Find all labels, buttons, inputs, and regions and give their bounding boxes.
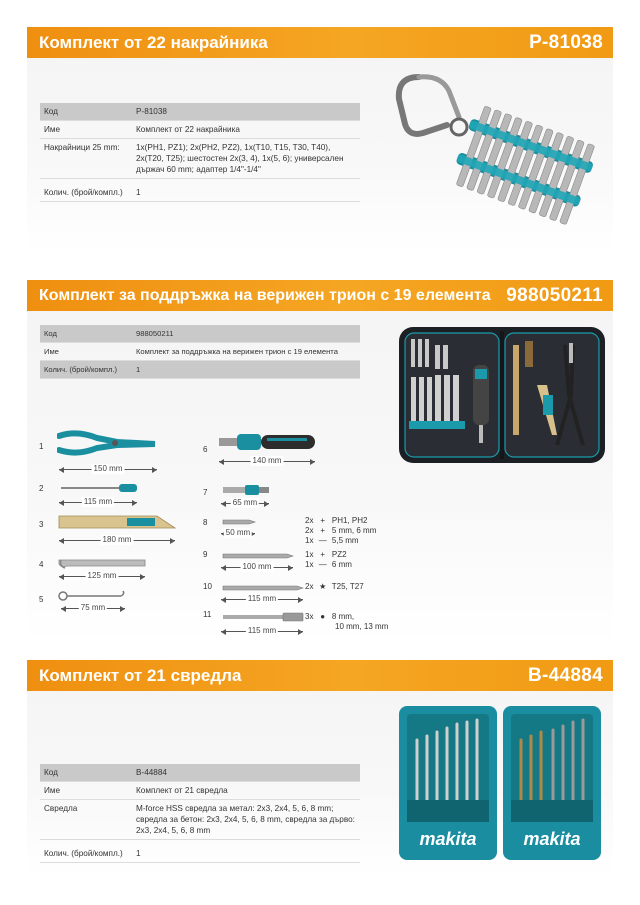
tip-list	[305, 550, 352, 570]
part-number: 3	[39, 520, 44, 529]
spec-key: Накрайници 25 mm:	[40, 139, 132, 179]
tip-item: 10 mm, 13 mm	[335, 622, 389, 631]
spec-row	[40, 764, 360, 782]
spec-value: Комплект от 21 свредла	[132, 782, 360, 800]
section-title: Комплект от 21 свредла	[39, 665, 242, 685]
part-number: 8	[203, 518, 208, 527]
hook-tool-icon	[57, 590, 127, 602]
spec-value: Комплект от 22 накрайника	[132, 121, 360, 139]
dimension-label: 115 mm	[83, 497, 113, 506]
dimension-line	[221, 498, 269, 508]
spec-row	[40, 361, 360, 379]
tip-item: 3x ● 8 mm,	[305, 612, 355, 621]
nut-driver-bit-icon	[221, 612, 305, 622]
section-chainsaw-kit	[27, 280, 613, 645]
spec-value: 1x(PH1, PZ1); 2x(PH2, PZ2), 1x(T10, T15, T30, T40), 2x(T20, T25); шестостен 2x(3, 4), 1x(5, 6); универсален държач 60 mm; адаптер 1/4"-1/4"	[132, 139, 360, 179]
section-drill-set	[27, 660, 613, 875]
section-title: Комплект от 22 накрайника	[39, 32, 268, 52]
spec-key: Име	[40, 121, 132, 139]
spec-key: Код	[40, 764, 132, 782]
spec-row	[40, 139, 360, 179]
spec-value: 1	[132, 840, 360, 863]
dimension-line	[59, 464, 157, 474]
spec-table	[40, 103, 360, 202]
spec-key: Свредла	[40, 800, 132, 840]
spec-value: 1	[132, 179, 360, 202]
spec-row	[40, 179, 360, 202]
spec-row	[40, 343, 360, 361]
part-number: 9	[203, 550, 208, 559]
spec-value: P-81038	[132, 103, 360, 121]
spec-key: Колич. (брой/компл.)	[40, 840, 132, 863]
section-header	[27, 27, 613, 58]
part-number: 10	[203, 582, 212, 591]
brand-logo: makita	[419, 829, 477, 849]
section-bit-set	[27, 27, 613, 252]
tip-item: 2x + PH1, PH2	[305, 516, 368, 525]
tip-item: 1x + PZ2	[305, 550, 347, 559]
dimension-label: 150 mm	[93, 464, 123, 473]
tip-list	[305, 582, 364, 592]
part-number: 7	[203, 488, 208, 497]
spec-key: Име	[40, 782, 132, 800]
tip-list	[305, 516, 376, 546]
spec-key: Код	[40, 103, 132, 121]
spec-row	[40, 782, 360, 800]
dimension-label: 125 mm	[87, 571, 117, 580]
part-number: 6	[203, 445, 208, 454]
dimension-line	[59, 571, 145, 581]
drill-case-photo	[395, 700, 605, 865]
spec-key: Код	[40, 325, 132, 343]
section-code: B-44884	[528, 664, 603, 686]
spec-key: Колич. (брой/компл.)	[40, 361, 132, 379]
part-number: 5	[39, 595, 44, 604]
part-number: 2	[39, 484, 44, 493]
spec-key: Колич. (брой/компл.)	[40, 179, 132, 202]
dimension-label: 140 mm	[252, 456, 282, 465]
screwdriver-bit-icon	[221, 518, 257, 526]
dimension-line	[221, 528, 255, 538]
dimension-line	[59, 497, 137, 507]
long-bit-icon	[221, 552, 295, 560]
torx-bit-icon	[221, 584, 305, 592]
round-file-icon	[59, 482, 139, 494]
dimension-label: 75 mm	[80, 603, 106, 612]
spec-table	[40, 764, 360, 863]
tip-list	[305, 612, 388, 632]
dimension-label: 65 mm	[232, 498, 258, 507]
spec-key: Име	[40, 343, 132, 361]
section-header	[27, 280, 613, 311]
spec-table	[40, 325, 360, 379]
spec-value: 988050211	[132, 325, 360, 343]
section-header	[27, 660, 613, 691]
dimension-label: 115 mm	[247, 594, 277, 603]
dimension-label: 115 mm	[247, 626, 277, 635]
spec-row	[40, 325, 360, 343]
bit-holder-icon	[221, 484, 271, 496]
dimension-line	[221, 626, 303, 636]
screwdriver-handle-icon	[217, 430, 317, 454]
tip-item: 1x — 6 mm	[305, 560, 352, 569]
dimension-line	[59, 535, 175, 545]
spec-row	[40, 840, 360, 863]
tip-item: 1x — 5,5 mm	[305, 536, 359, 545]
bit-set-photo	[389, 69, 599, 239]
pliers-icon	[57, 428, 157, 458]
tool-case-photo	[397, 325, 607, 465]
tip-item: 2x ★ T25, T27	[305, 582, 364, 591]
dimension-line	[219, 456, 315, 466]
dimension-line	[221, 594, 303, 604]
dimension-label: 100 mm	[242, 562, 272, 571]
dimension-label: 50 mm	[225, 528, 251, 537]
spec-row	[40, 103, 360, 121]
spec-value: M-force HSS свредла за метал: 2x3, 2x4, 5, 6, 8 mm; свредла за бетон: 2x3, 2x4, 5, 6, 8 mm, свредла за дърво: 2x3, 2x4, 5, 6, 8 mm	[132, 800, 360, 840]
spec-row	[40, 121, 360, 139]
dimension-line	[221, 562, 293, 572]
part-number: 11	[203, 610, 212, 619]
spec-value: Комплект за поддръжка на верижен трион с 19 елемента	[132, 343, 360, 361]
dimension-label: 180 mm	[102, 535, 132, 544]
spec-value: B-44884	[132, 764, 360, 782]
spec-value: 1	[132, 361, 360, 379]
file-guide-icon	[57, 556, 147, 570]
depth-gauge-icon	[57, 514, 177, 530]
section-code: P-81038	[529, 31, 603, 53]
part-number: 1	[39, 442, 44, 451]
brand-logo: makita	[523, 829, 581, 849]
part-number: 4	[39, 560, 44, 569]
section-title: Комплект за поддръжка на верижен трион с 19 елемента	[39, 286, 491, 304]
section-code: 988050211	[506, 284, 603, 306]
dimension-line	[61, 603, 125, 613]
tip-item: 2x + 5 mm, 6 mm	[305, 526, 377, 535]
spec-row	[40, 800, 360, 840]
